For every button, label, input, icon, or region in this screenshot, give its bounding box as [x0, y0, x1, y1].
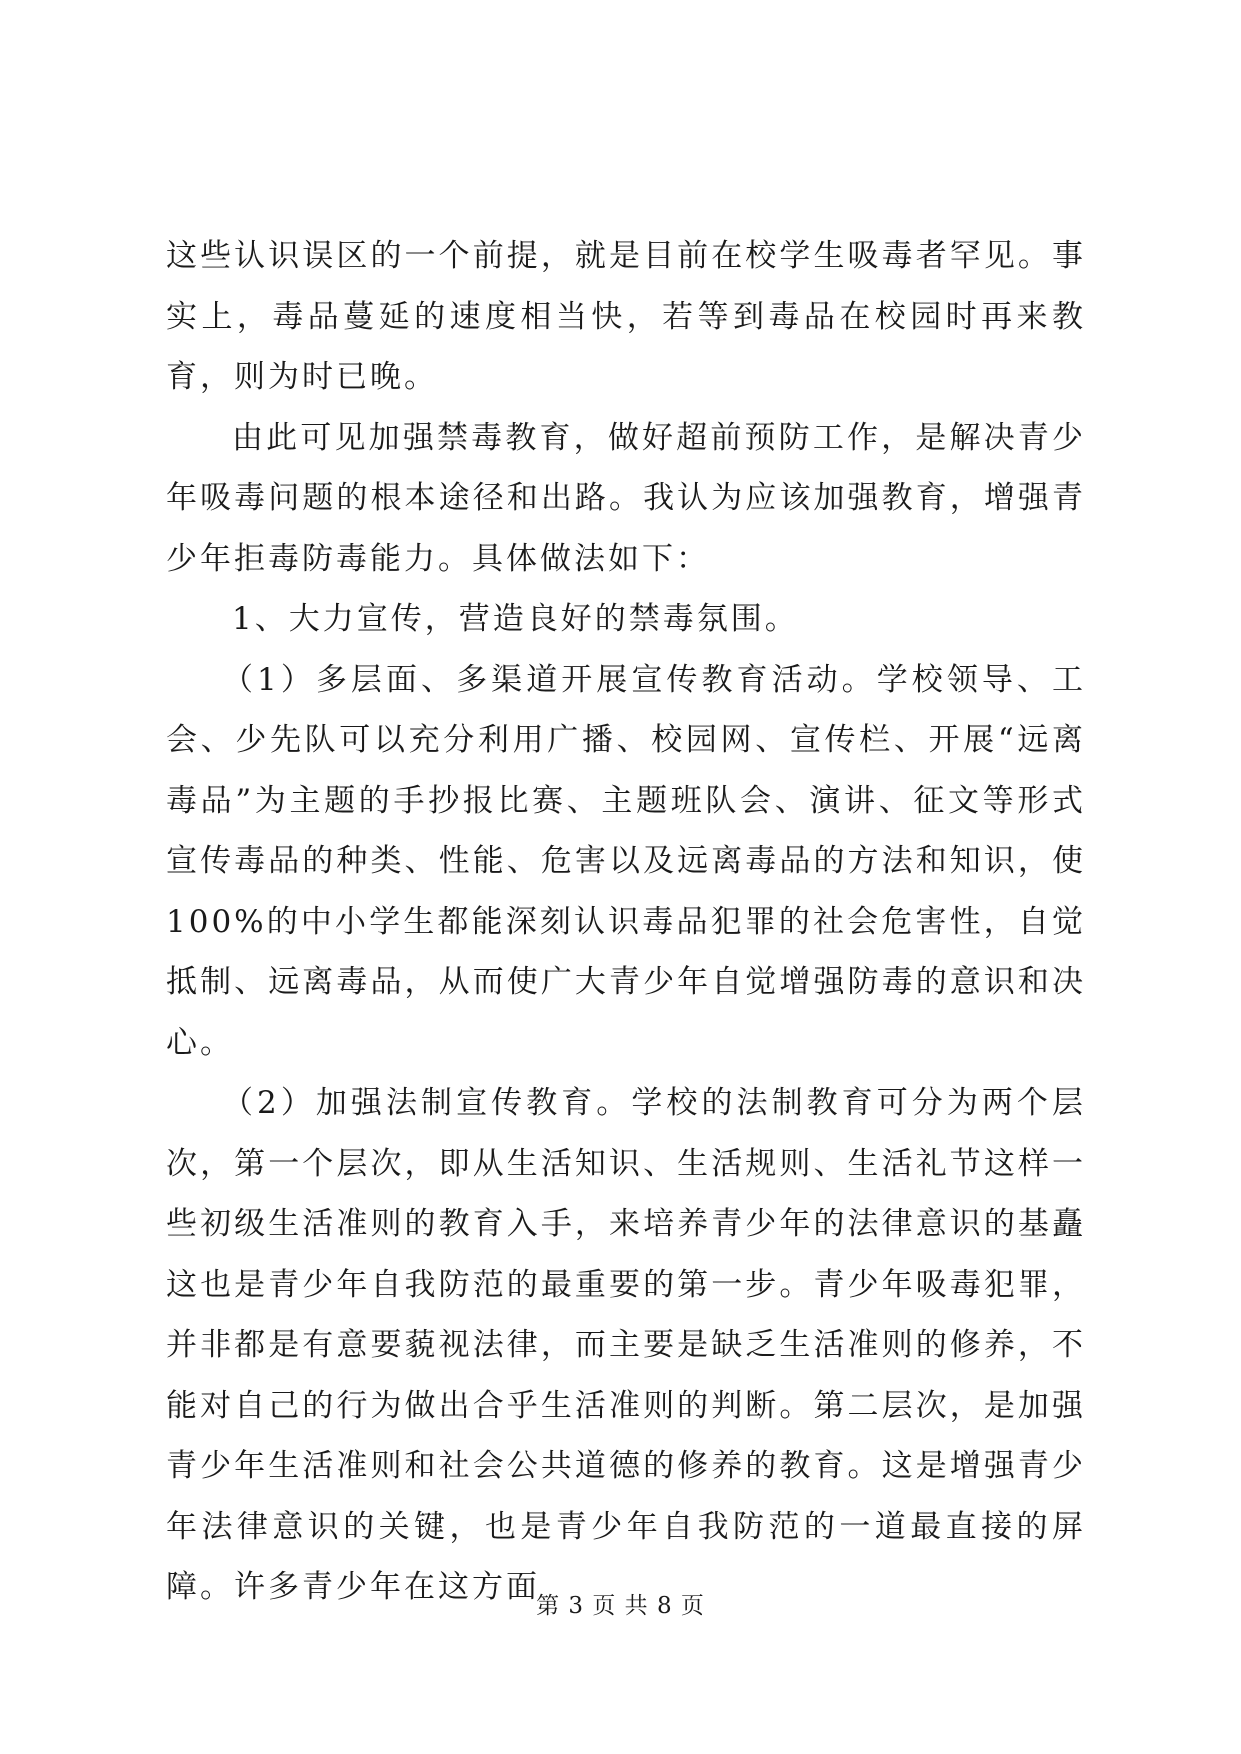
paragraph-1: 这些认识误区的一个前提，就是目前在校学生吸毒者罕见。事实上，毒品蔓延的速度相当快，若等到毒品在校园时再来教育，则为时已晚。 [166, 238, 1086, 395]
paragraph-3: 1、大力宣传，营造良好的禁毒氛围。 [232, 601, 799, 637]
paragraph-5: （2）加强法制宣传教育。学校的法制教育可分为两个层次，第一个层次，即从生活知识、生活规则、生活礼节这样一些初级生活准则的教育入手，来培养青少年的法律意识的基矗这也是青少年自我防范的最重要的第一步。青少年吸毒犯罪，并非都是有意要藐视法律，而主要是缺乏生活准则的修养，不能对自己的行为做出合乎生活准则的判断。第二层次，是加强青少年生活准则和社会公共道德的修养的教育。这是增强青少年法律意识的关键，也是青少年自我防范的一道最直接的屏障。许多青少年在这方面 [166, 1085, 1086, 1605]
paragraph-4: （1）多层面、多渠道开展宣传教育活动。学校领导、工会、少先队可以充分利用广播、校园网、宣传栏、开展“远离毒品”为主题的手抄报比赛、主题班队会、演讲、征文等形式宣传毒品的种类、性能、危害以及远离毒品的方法和知识，使100%的中小学生都能深刻认识毒品犯罪的社会危害性，自觉抵制、远离毒品，从而使广大青少年自觉增强防毒的意识和决心。 [166, 661, 1086, 1061]
paragraph-2: 由此可见加强禁毒教育，做好超前预防工作，是解决青少年吸毒问题的根本途径和出路。我认为应该加强教育，增强青少年拒毒防毒能力。具体做法如下： [166, 419, 1086, 577]
body-text [166, 226, 1086, 1618]
page-footer: 第 3 页 共 8 页 [536, 1593, 705, 1619]
